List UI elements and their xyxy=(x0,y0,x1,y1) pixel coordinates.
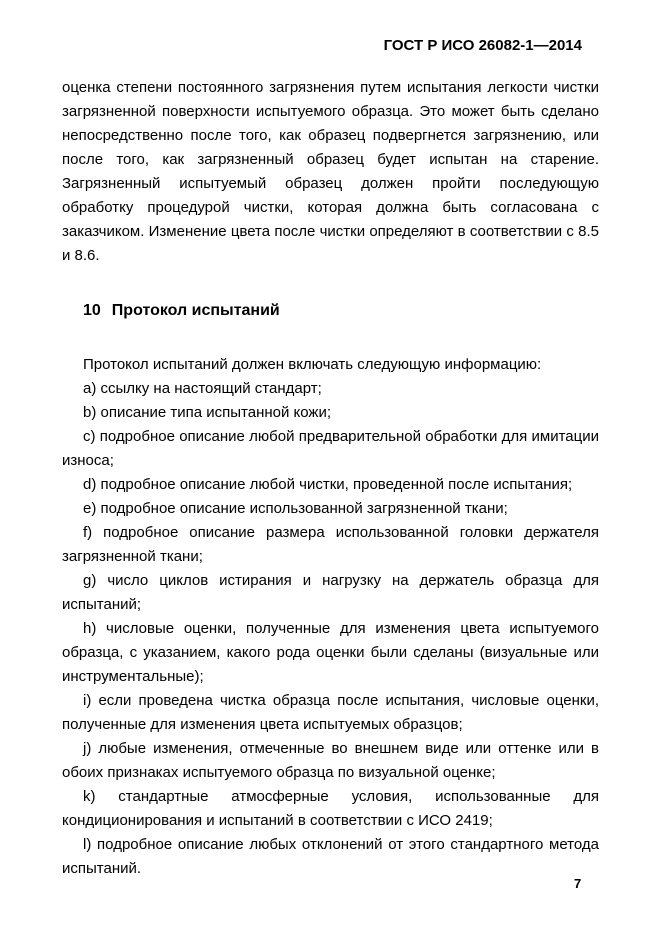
continuation-paragraph: оценка степени постоянного загрязнения путем испытания легкости чистки загрязненной поверхности испытуемого образца. Это может быть сделано непосредственно после того, как образец подвергнется загрязнению, или после того, как загрязненный образец будет испытан на старение. Загрязненный испытуемый образец должен пройти последующую обработку процедурой чистки, которая должна быть согласована с заказчиком. Изменение цвета после чистки определяют в соответствии с 8.5 и 8.6. xyxy=(62,79,599,264)
document-code-header: ГОСТ Р ИСО 26082-1—2014 xyxy=(383,37,582,54)
report-item-b: b) описание типа испытанной кожи; xyxy=(83,404,332,421)
report-item-f: f) подробное описание размера использованной головки держателя загрязненной ткани; xyxy=(62,524,599,565)
report-item-k: k) стандартные атмосферные условия, использованные для кондиционирования и испытаний в соответствии с ИСО 2419; xyxy=(62,788,599,829)
page-number: 7 xyxy=(574,876,582,891)
section-number: 10 xyxy=(83,302,101,319)
section-title: Протокол испытаний xyxy=(111,302,280,319)
report-item-g: g) число циклов истирания и нагрузку на держатель образца для испытаний; xyxy=(62,572,599,613)
report-item-h: h) числовые оценки, полученные для изменения цвета испытуемого образца, с указанием, какого рода оценки были сделаны (визуальные или инструментальные); xyxy=(62,620,599,685)
report-item-i: i) если проведена чистка образца после испытания, числовые оценки, полученные для изменения цвета испытуемых образцов; xyxy=(62,692,599,733)
report-item-a: a) ссылку на настоящий стандарт; xyxy=(83,380,322,397)
report-item-j: j) любые изменения, отмеченные во внешнем виде или оттенке или в обоих признаках испытуемого образца по визуальной оценке; xyxy=(62,740,599,781)
report-item-c: c) подробное описание любой предварительной обработки для имитации износа; xyxy=(62,428,599,469)
section-heading xyxy=(62,299,599,323)
intro-paragraph: Протокол испытаний должен включать следующую информацию: xyxy=(83,356,542,373)
report-item-e: e) подробное описание использованной загрязненной ткани; xyxy=(83,500,508,517)
report-item-l: l) подробное описание любых отклонений от этого стандартного метода испытаний. xyxy=(62,836,599,877)
report-item-d: d) подробное описание любой чистки, проведенной после испытания; xyxy=(83,476,573,493)
document-body xyxy=(62,76,599,881)
